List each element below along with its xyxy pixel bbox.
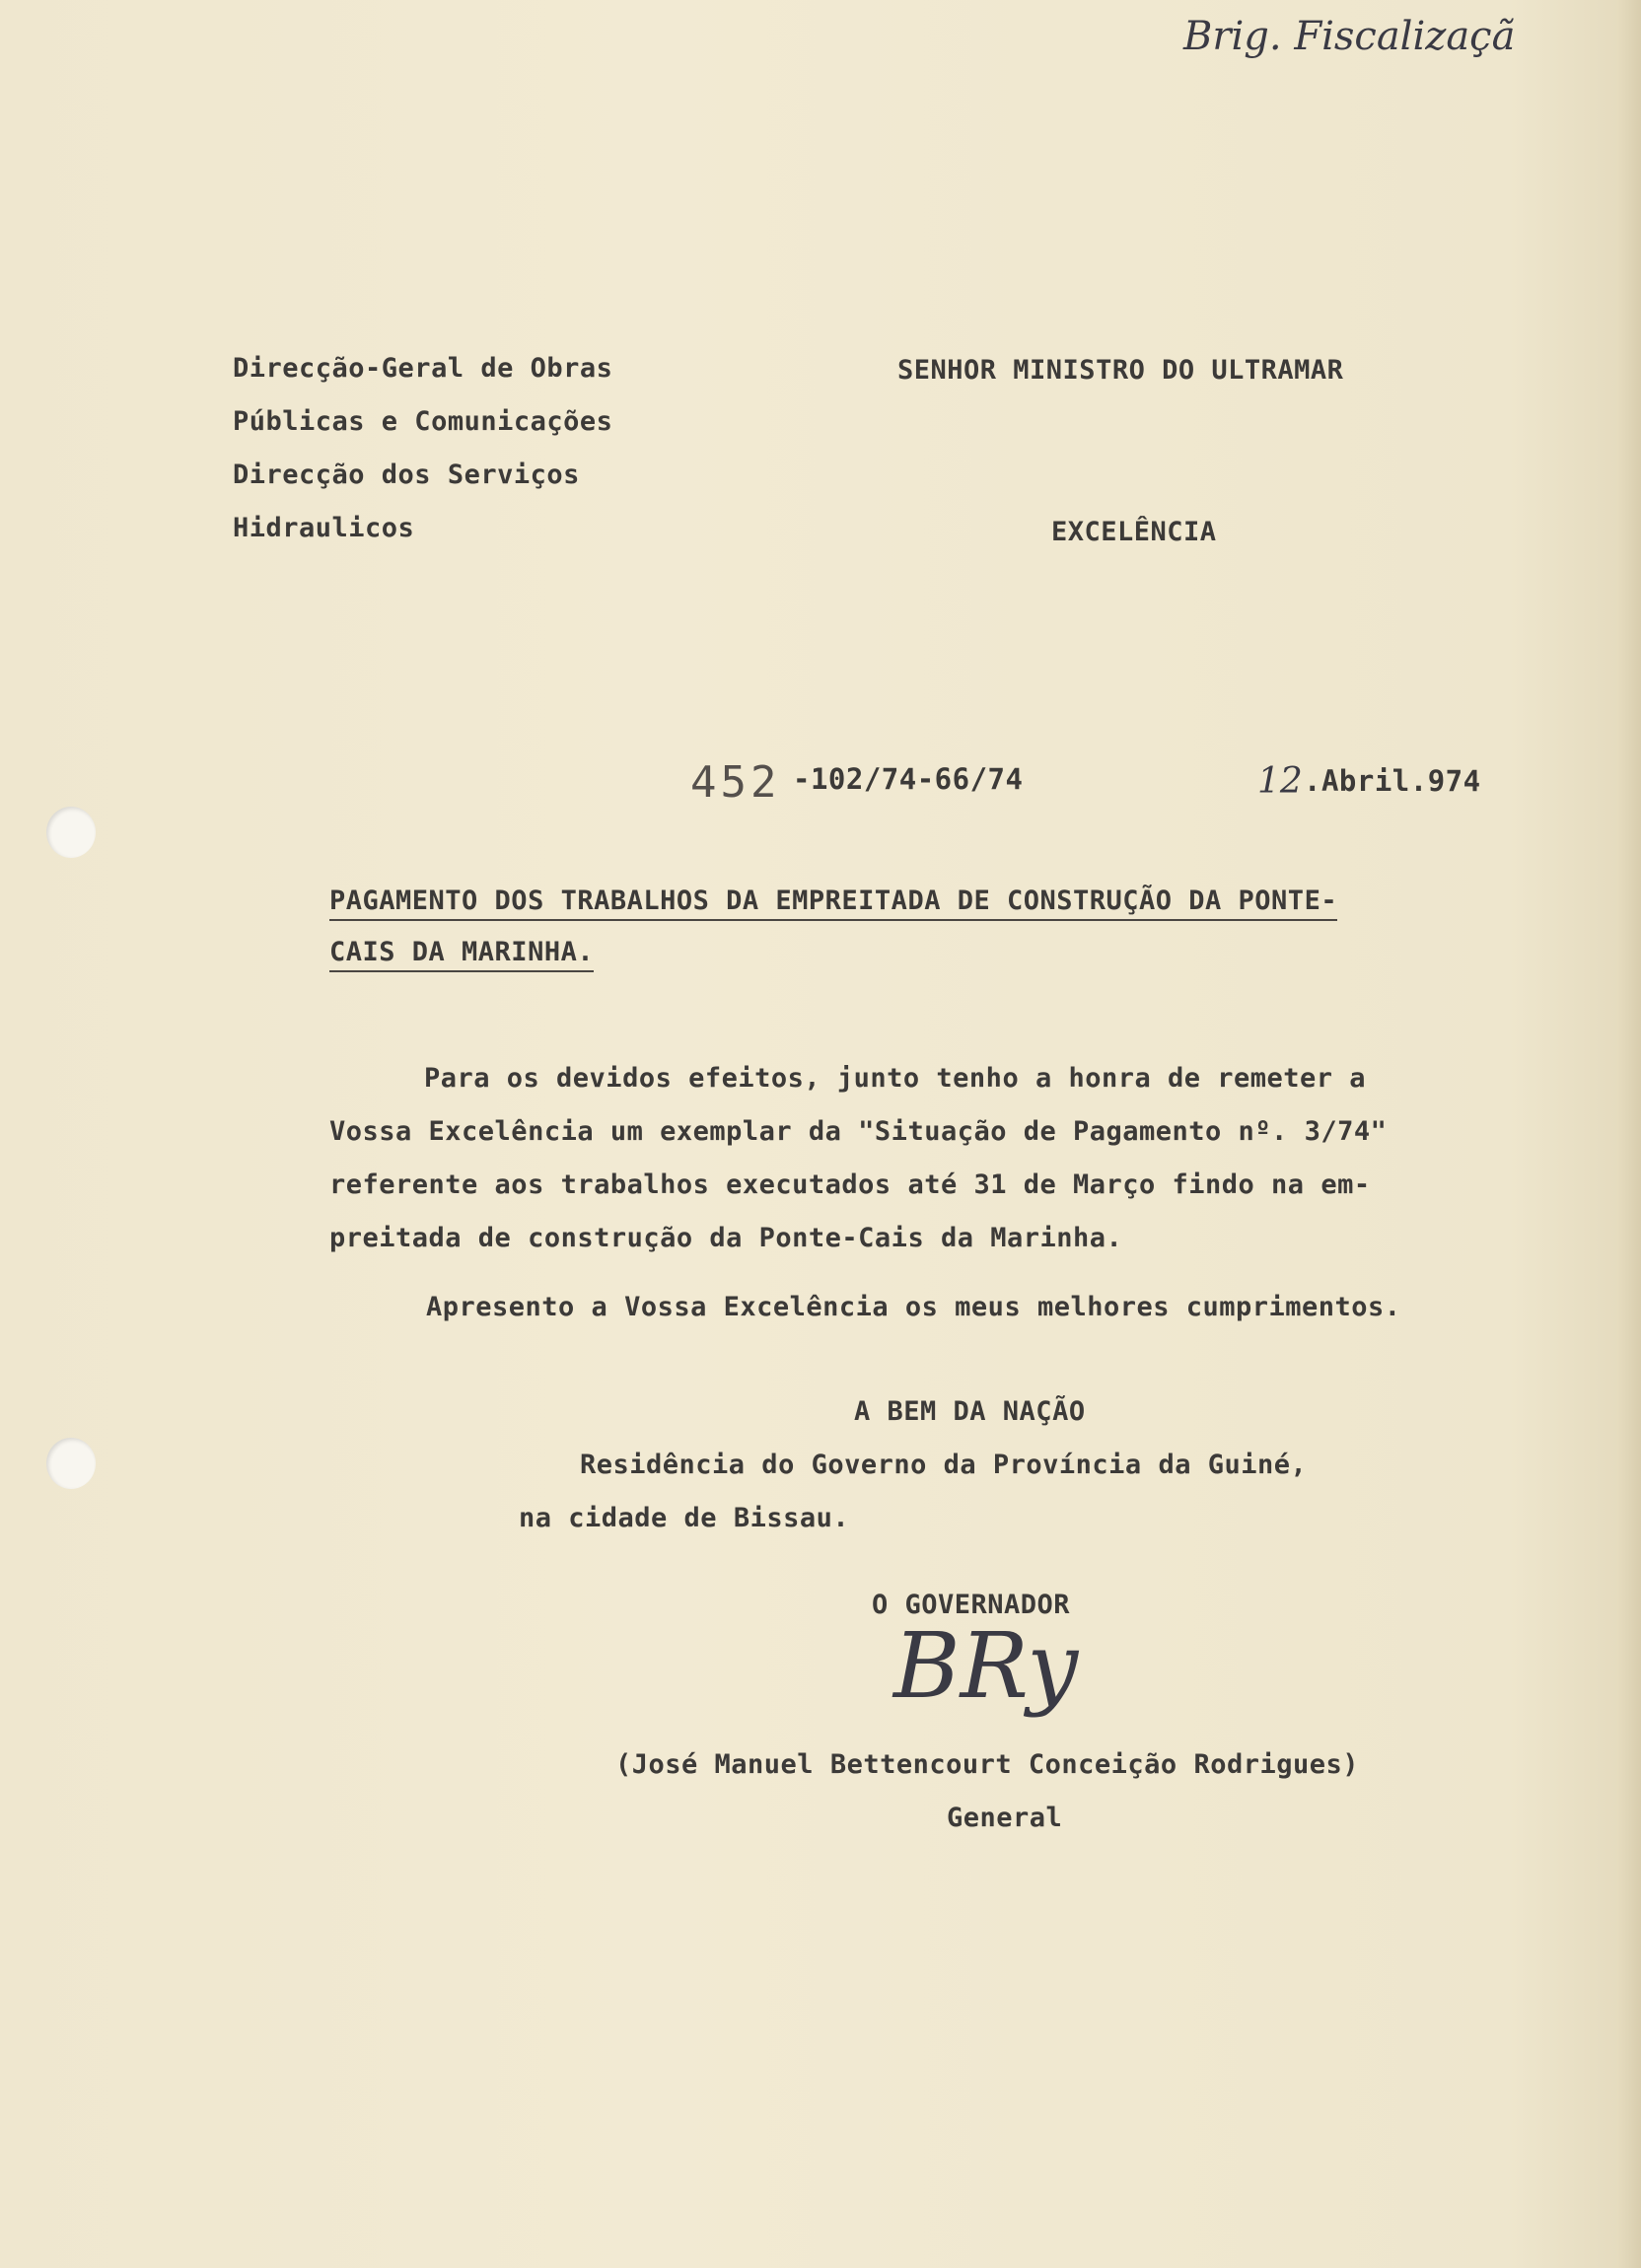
subject-line: PAGAMENTO DOS TRABALHOS DA EMPREITADA DE CONSTRUÇÃO DA PONTE- [329,886,1337,921]
sender-line: Hidraulicos [233,513,415,543]
reference-code: -102/74-66/74 [793,762,1024,796]
body-line: Apresento a Vossa Excelência os meus melhores cumprimentos. [426,1292,1401,1322]
date-day: 12 [1257,761,1303,802]
signatory-name: (José Manuel Bettencourt Conceição Rodrigues) [615,1749,1359,1780]
recipient-title: SENHOR MINISTRO DO ULTRAMAR [897,355,1344,386]
body-line: Vossa Excelência um exemplar da "Situação de Pagamento nº. 3/74" [329,1116,1388,1147]
body-line: referente aos trabalhos executados até 31 de Março findo na em- [329,1169,1371,1200]
punch-hole-bottom [46,1438,96,1489]
sender-line: Direcção-Geral de Obras [233,353,613,384]
motto: A BEM DA NAÇÃO [854,1396,1086,1427]
sender-line: Públicas e Comunicações [233,406,613,437]
place-line: Residência do Governo da Província da Guiné, [580,1450,1308,1480]
sender-line: Direcção dos Serviços [233,460,580,490]
signature: BRy [893,1613,1079,1719]
punch-hole-top [46,807,96,858]
body-line: preitada de construção da Ponte-Cais da Marinha. [329,1223,1123,1253]
signatory-role: O GOVERNADOR [872,1590,1071,1620]
stamp-number: 452 [690,757,781,808]
body-line: Para os devidos efeitos, junto tenho a honra de remeter a [424,1063,1367,1094]
paper-edge [1617,0,1641,2268]
subject-line: CAIS DA MARINHA. [329,937,594,972]
signatory-rank: General [947,1803,1063,1833]
salutation: EXCELÊNCIA [1051,517,1217,547]
place-line: na cidade de Bissau. [519,1503,850,1533]
handwritten-note: Brig. Fiscalizaçã [1183,14,1516,59]
date-month-year: .Abril.974 [1304,764,1481,798]
